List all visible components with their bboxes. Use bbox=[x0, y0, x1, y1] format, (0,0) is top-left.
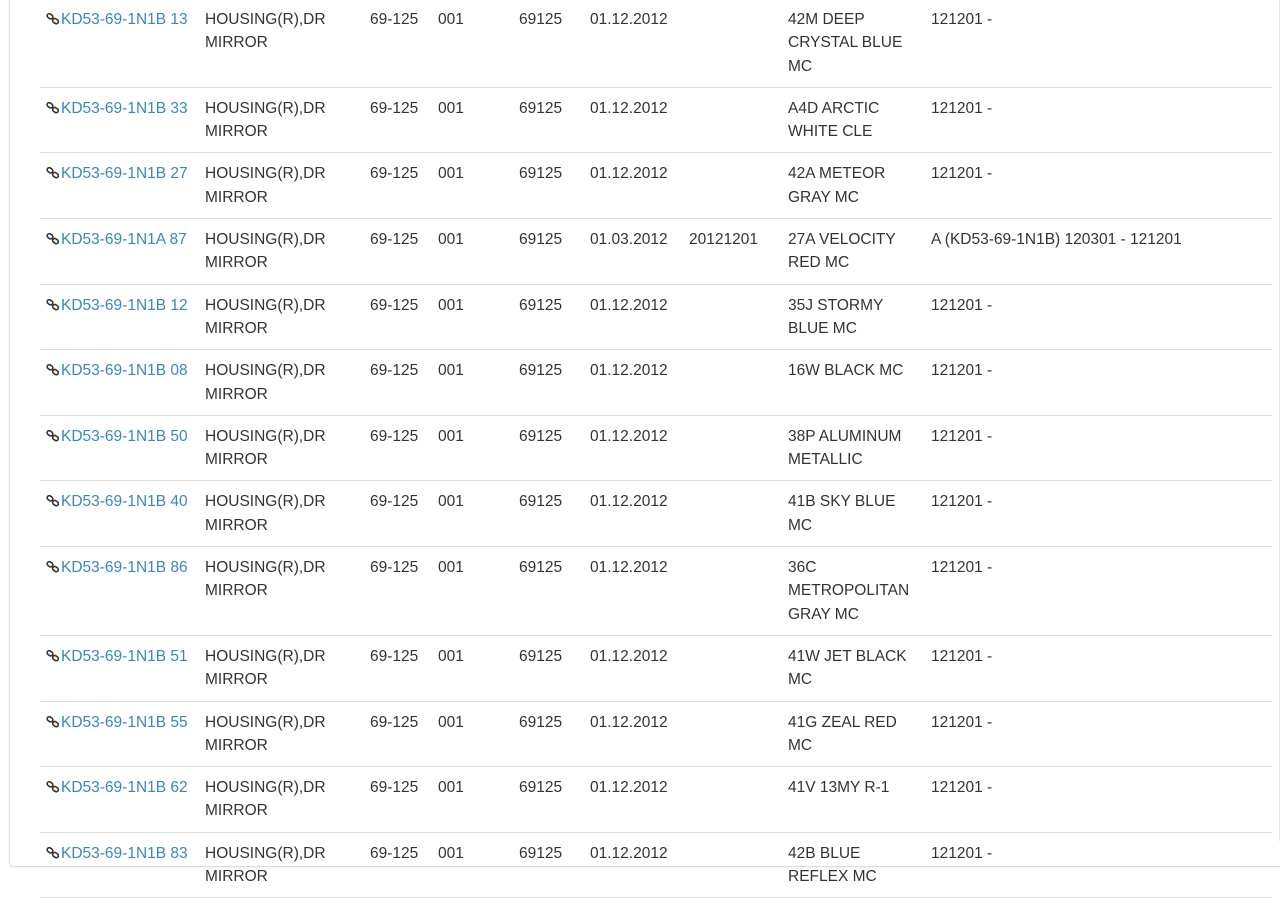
color-cell: 27A VELOCITY RED MC bbox=[782, 219, 925, 285]
note-cell: 121201 - bbox=[925, 0, 1272, 87]
part-name-cell: HOUSING(R),DR MIRROR bbox=[199, 219, 364, 285]
quantity-cell: 001 bbox=[432, 635, 513, 701]
part-number-link[interactable] bbox=[46, 845, 188, 862]
part-number-text: KD53-69-1N1B 12 bbox=[61, 296, 188, 314]
link-icon bbox=[46, 299, 60, 311]
group-cell: 69125 bbox=[513, 87, 584, 153]
date-from-cell: 01.12.2012 bbox=[584, 350, 683, 416]
date-from-cell: 01.12.2012 bbox=[584, 547, 683, 636]
part-number-text: KD53-69-1N1B 13 bbox=[61, 11, 188, 28]
part-number-text: KD53-69-1N1B 27 bbox=[61, 165, 188, 183]
date-from-cell: 01.03.2012 bbox=[584, 219, 683, 285]
part-number-text: KD53-69-1N1B 33 bbox=[61, 99, 188, 117]
date-to-cell bbox=[683, 415, 782, 481]
note-cell: 121201 - bbox=[925, 832, 1272, 898]
part-number-text: KD53-69-1N1B 51 bbox=[61, 647, 188, 665]
group-cell: 69125 bbox=[513, 219, 584, 285]
date-to-cell bbox=[683, 767, 782, 833]
note-cell: 121201 - bbox=[925, 284, 1272, 350]
quantity-cell: 001 bbox=[432, 153, 513, 219]
link-icon bbox=[46, 102, 60, 114]
date-to-cell bbox=[683, 153, 782, 219]
part-name-cell: HOUSING(R),DR MIRROR bbox=[199, 547, 364, 636]
color-cell: 41B SKY BLUE MC bbox=[782, 481, 925, 547]
table-row bbox=[40, 701, 1272, 767]
quantity-cell: 001 bbox=[432, 350, 513, 416]
part-number-cell bbox=[40, 547, 199, 636]
date-to-cell bbox=[683, 481, 782, 547]
part-number-link[interactable] bbox=[46, 648, 188, 665]
date-from-cell: 01.12.2012 bbox=[584, 832, 683, 898]
date-from-cell: 01.12.2012 bbox=[584, 284, 683, 350]
table-row bbox=[40, 350, 1272, 416]
date-from-cell: 01.12.2012 bbox=[584, 0, 683, 87]
link-icon bbox=[46, 650, 60, 662]
part-number-text: KD53-69-1N1B 55 bbox=[61, 713, 188, 731]
quantity-cell: 001 bbox=[432, 415, 513, 481]
part-number-cell bbox=[40, 284, 199, 350]
table-row bbox=[40, 0, 1272, 87]
quantity-cell: 001 bbox=[432, 481, 513, 547]
part-number-cell bbox=[40, 832, 199, 898]
note-cell: 121201 - bbox=[925, 767, 1272, 833]
color-cell: 42A METEOR GRAY MC bbox=[782, 153, 925, 219]
section-code-cell: 69-125 bbox=[364, 415, 432, 481]
note-cell: 121201 - bbox=[925, 701, 1272, 767]
part-number-link[interactable] bbox=[46, 165, 188, 182]
date-from-cell: 01.12.2012 bbox=[584, 767, 683, 833]
note-cell: 121201 - bbox=[925, 87, 1272, 153]
quantity-cell: 001 bbox=[432, 832, 513, 898]
quantity-cell: 001 bbox=[432, 284, 513, 350]
date-from-cell: 01.12.2012 bbox=[584, 87, 683, 153]
color-cell: A4D ARCTIC WHITE CLE bbox=[782, 87, 925, 153]
section-code-cell: 69-125 bbox=[364, 350, 432, 416]
parts-table-body bbox=[40, 0, 1272, 898]
part-name-cell: HOUSING(R),DR MIRROR bbox=[199, 350, 364, 416]
link-icon bbox=[46, 364, 60, 376]
part-name-cell: HOUSING(R),DR MIRROR bbox=[199, 415, 364, 481]
note-cell: 121201 - bbox=[925, 415, 1272, 481]
quantity-cell: 001 bbox=[432, 87, 513, 153]
part-name-cell: HOUSING(R),DR MIRROR bbox=[199, 832, 364, 898]
part-number-cell bbox=[40, 153, 199, 219]
table-row bbox=[40, 635, 1272, 701]
date-to-cell bbox=[683, 547, 782, 636]
group-cell: 69125 bbox=[513, 701, 584, 767]
table-row bbox=[40, 832, 1272, 898]
part-number-link[interactable] bbox=[46, 362, 188, 379]
section-code-cell: 69-125 bbox=[364, 153, 432, 219]
part-number-cell bbox=[40, 219, 199, 285]
part-name-cell: HOUSING(R),DR MIRROR bbox=[199, 87, 364, 153]
part-number-cell bbox=[40, 415, 199, 481]
link-icon bbox=[46, 430, 60, 442]
date-to-cell bbox=[683, 87, 782, 153]
date-to-cell bbox=[683, 0, 782, 87]
table-row bbox=[40, 547, 1272, 636]
part-number-text: KD53-69-1N1B 08 bbox=[61, 362, 188, 380]
part-number-link[interactable] bbox=[46, 779, 188, 796]
part-number-link[interactable] bbox=[46, 100, 188, 117]
part-number-text: KD53-69-1N1B 50 bbox=[61, 427, 188, 445]
part-number-link[interactable] bbox=[46, 428, 188, 445]
color-cell: 36C METROPOLITAN GRAY MC bbox=[782, 547, 925, 636]
group-cell: 69125 bbox=[513, 415, 584, 481]
link-icon bbox=[46, 781, 60, 793]
link-icon bbox=[46, 847, 60, 859]
part-number-text: KD53-69-1N1B 86 bbox=[61, 559, 188, 577]
parts-table-wrapper bbox=[40, 0, 1272, 898]
date-from-cell: 01.12.2012 bbox=[584, 153, 683, 219]
part-number-link[interactable] bbox=[46, 231, 187, 248]
color-cell: 42B BLUE REFLEX MC bbox=[782, 832, 925, 898]
note-cell: 121201 - bbox=[925, 635, 1272, 701]
table-row bbox=[40, 767, 1272, 833]
part-number-cell bbox=[40, 350, 199, 416]
part-name-cell: HOUSING(R),DR MIRROR bbox=[199, 635, 364, 701]
note-cell: 121201 - bbox=[925, 481, 1272, 547]
quantity-cell: 001 bbox=[432, 547, 513, 636]
table-row bbox=[40, 481, 1272, 547]
table-row bbox=[40, 284, 1272, 350]
part-name-cell: HOUSING(R),DR MIRROR bbox=[199, 0, 364, 87]
date-from-cell: 01.12.2012 bbox=[584, 415, 683, 481]
part-number-link[interactable] bbox=[46, 493, 188, 510]
group-cell: 69125 bbox=[513, 547, 584, 636]
date-from-cell: 01.12.2012 bbox=[584, 635, 683, 701]
part-number-text: KD53-69-1N1B 83 bbox=[61, 844, 188, 862]
group-cell: 69125 bbox=[513, 153, 584, 219]
parts-table bbox=[40, 0, 1272, 898]
color-cell: 35J STORMY BLUE MC bbox=[782, 284, 925, 350]
group-cell: 69125 bbox=[513, 832, 584, 898]
section-code-cell: 69-125 bbox=[364, 701, 432, 767]
color-cell: 16W BLACK MC bbox=[782, 350, 925, 416]
section-code-cell: 69-125 bbox=[364, 832, 432, 898]
section-code-cell: 69-125 bbox=[364, 284, 432, 350]
part-number-link[interactable] bbox=[46, 559, 188, 576]
part-name-cell: HOUSING(R),DR MIRROR bbox=[199, 284, 364, 350]
date-to-cell bbox=[683, 284, 782, 350]
quantity-cell: 001 bbox=[432, 219, 513, 285]
part-number-link[interactable] bbox=[46, 11, 188, 28]
table-row bbox=[40, 219, 1272, 285]
note-cell: 121201 - bbox=[925, 547, 1272, 636]
color-cell: 41W JET BLACK MC bbox=[782, 635, 925, 701]
section-code-cell: 69-125 bbox=[364, 87, 432, 153]
note-cell: 121201 - bbox=[925, 153, 1272, 219]
part-number-text: KD53-69-1N1B 62 bbox=[61, 779, 188, 797]
part-number-cell bbox=[40, 767, 199, 833]
part-number-cell bbox=[40, 701, 199, 767]
date-to-cell bbox=[683, 701, 782, 767]
quantity-cell: 001 bbox=[432, 701, 513, 767]
color-cell: 41V 13MY R-1 bbox=[782, 767, 925, 833]
table-row bbox=[40, 153, 1272, 219]
table-row bbox=[40, 415, 1272, 481]
date-from-cell: 01.12.2012 bbox=[584, 481, 683, 547]
section-code-cell: 69-125 bbox=[364, 219, 432, 285]
date-to-cell bbox=[683, 832, 782, 898]
date-to-cell bbox=[683, 350, 782, 416]
link-icon bbox=[46, 167, 60, 179]
group-cell: 69125 bbox=[513, 284, 584, 350]
part-name-cell: HOUSING(R),DR MIRROR bbox=[199, 701, 364, 767]
group-cell: 69125 bbox=[513, 0, 584, 87]
quantity-cell: 001 bbox=[432, 0, 513, 87]
group-cell: 69125 bbox=[513, 350, 584, 416]
link-icon bbox=[46, 13, 60, 25]
part-number-cell bbox=[40, 0, 199, 87]
color-cell: 41G ZEAL RED MC bbox=[782, 701, 925, 767]
link-icon bbox=[46, 716, 60, 728]
table-row bbox=[40, 87, 1272, 153]
section-code-cell: 69-125 bbox=[364, 547, 432, 636]
link-icon bbox=[46, 233, 60, 245]
part-number-cell bbox=[40, 481, 199, 547]
section-code-cell: 69-125 bbox=[364, 481, 432, 547]
color-cell: 42M DEEP CRYSTAL BLUE MC bbox=[782, 0, 925, 87]
section-code-cell: 69-125 bbox=[364, 767, 432, 833]
note-cell: A (KD53-69-1N1B) 120301 - 121201 bbox=[925, 219, 1272, 285]
link-icon bbox=[46, 561, 60, 573]
note-cell: 121201 - bbox=[925, 350, 1272, 416]
part-name-cell: HOUSING(R),DR MIRROR bbox=[199, 767, 364, 833]
parts-panel bbox=[9, 0, 1280, 886]
part-name-cell: HOUSING(R),DR MIRROR bbox=[199, 153, 364, 219]
group-cell: 69125 bbox=[513, 481, 584, 547]
date-to-cell bbox=[683, 635, 782, 701]
part-number-link[interactable] bbox=[46, 297, 188, 314]
link-icon bbox=[46, 495, 60, 507]
date-from-cell: 01.12.2012 bbox=[584, 701, 683, 767]
date-to-cell: 20121201 bbox=[683, 219, 782, 285]
group-cell: 69125 bbox=[513, 767, 584, 833]
part-name-cell: HOUSING(R),DR MIRROR bbox=[199, 481, 364, 547]
section-code-cell: 69-125 bbox=[364, 0, 432, 87]
group-cell: 69125 bbox=[513, 635, 584, 701]
part-number-text: KD53-69-1N1A 87 bbox=[61, 231, 187, 249]
quantity-cell: 001 bbox=[432, 767, 513, 833]
section-code-cell: 69-125 bbox=[364, 635, 432, 701]
part-number-link[interactable] bbox=[46, 714, 188, 731]
color-cell: 38P ALUMINUM METALLIC bbox=[782, 415, 925, 481]
part-number-cell bbox=[40, 87, 199, 153]
part-number-text: KD53-69-1N1B 40 bbox=[61, 493, 188, 511]
part-number-cell bbox=[40, 635, 199, 701]
